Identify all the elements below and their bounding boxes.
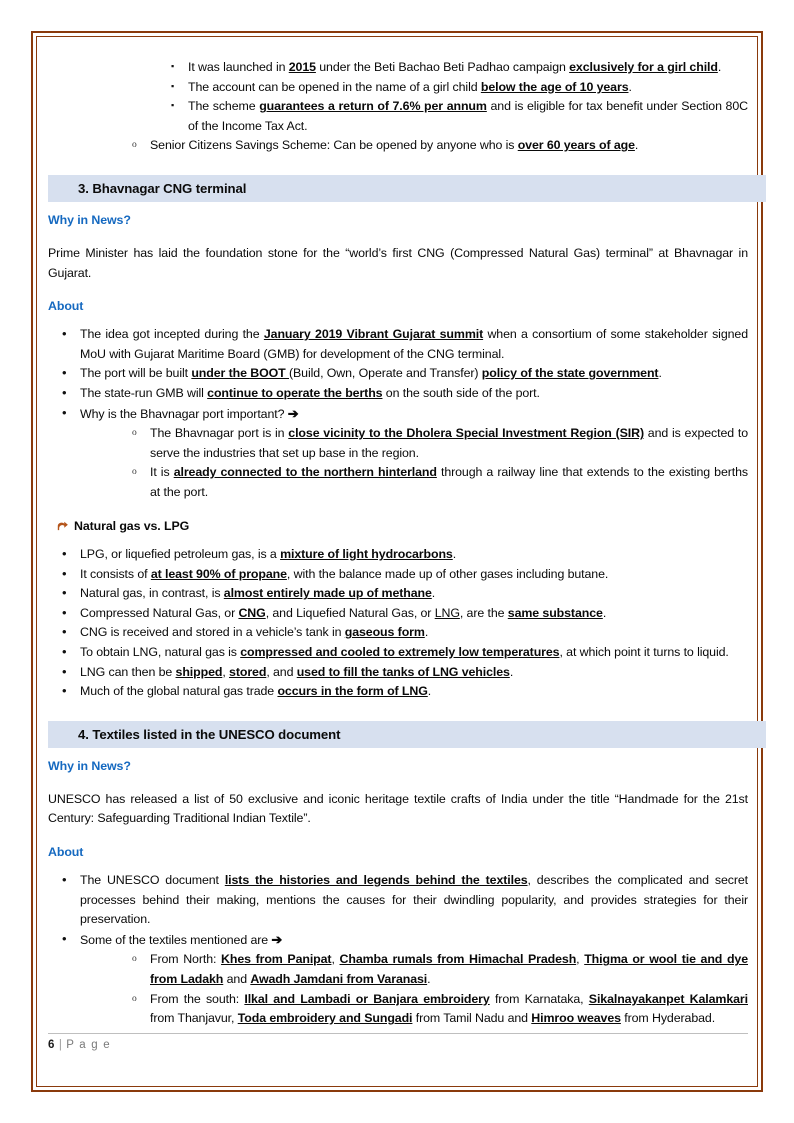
- spacer: [48, 156, 748, 175]
- senior-citizens-list: [114, 136, 748, 156]
- footer-separator: |: [58, 1039, 62, 1051]
- footer-divider: [48, 1033, 748, 1034]
- list-item: • Compressed Natural Gas, or CNG, and Liquefied Natural Gas, or LNG, are the same substance.: [48, 604, 748, 624]
- list-item: • It consists of at least 90% of propane, with the balance made up of other gases including butane.: [48, 565, 748, 585]
- top-square-bullet-list: [152, 58, 748, 136]
- list-item: o From the south: Ilkal and Lambadi or Banjara embroidery from Karnataka, Sikalnayakanpet Kalamkari from Thanjavur, Toda embroidery and Sungadi from Tamil Nadu and Himroo weaves from Hyderabad.: [114, 990, 748, 1029]
- right-arrow-icon: ➔: [287, 405, 299, 421]
- natural-gas-vs-lpg-callout-title: Natural gas vs. LPG: [74, 518, 190, 533]
- section-3-why-in-news-text: Prime Minister has laid the foundation stone for the “world’s first CNG (Compressed Natural Gas) terminal” at Bhavnagar in Gujarat.: [48, 245, 748, 280]
- footer-page-indicator: [48, 1039, 748, 1051]
- spacer: [48, 748, 748, 757]
- spacer: [48, 536, 748, 545]
- textile-sub-bullets-wrapper: [48, 950, 748, 1028]
- list-item: • Some of the textiles mentioned are ➔: [48, 930, 748, 951]
- page-content: [48, 58, 748, 1058]
- section-3-port-sub-list: [114, 424, 748, 502]
- list-item: • CNG is received and stored in a vehicle’s tank in gaseous form.: [48, 623, 748, 643]
- page-footer: [48, 1033, 748, 1051]
- spacer: [48, 862, 748, 871]
- section-4-header-bar: [48, 721, 766, 748]
- section-3-title: 3. Bhavnagar CNG terminal: [78, 180, 247, 196]
- list-item: ▪ The account can be opened in the name of a girl child below the age of 10 years.: [152, 78, 748, 98]
- list-item: o It is already connected to the northern hinterland through a railway line that extends to the existing berths at the port.: [114, 463, 748, 502]
- list-item: • The UNESCO document lists the histories and legends behind the textiles, describes the complicated and secret processes behind their making, mentions the causes for their dwindling popularity, and provides strategies for their preservation.: [48, 871, 748, 930]
- pointing-hand-icon: [56, 520, 69, 533]
- list-item: • Natural gas, in contrast, is almost entirely made up of methane.: [48, 584, 748, 604]
- natural-gas-vs-lpg-callout-heading: [48, 517, 748, 537]
- list-item: • The port will be built under the BOOT (Build, Own, Operate and Transfer) policy of the state government.: [48, 364, 748, 384]
- list-item: • The state-run GMB will continue to operate the berths on the south side of the port.: [48, 384, 748, 404]
- senior-citizens-wrapper: [48, 136, 748, 156]
- footer-page-label: P a g e: [66, 1039, 111, 1051]
- list-item: o From North: Khes from Panipat, Chamba rumals from Himachal Pradesh, Thigma or wool tie and dye from Ladakh and Awadh Jamdani from Varanasi.: [114, 950, 748, 989]
- spacer: [48, 503, 748, 517]
- spacer: [48, 316, 748, 325]
- list-item: • LNG can then be shipped, stored, and used to fill the tanks of LNG vehicles.: [48, 663, 748, 683]
- list-item: • To obtain LNG, natural gas is compressed and cooled to extremely low temperatures, at which point it turns to liquid.: [48, 643, 748, 663]
- list-item: • LPG, or liquefied petroleum gas, is a mixture of light hydrocarbons.: [48, 545, 748, 565]
- spacer: [48, 829, 748, 843]
- spacer: [48, 230, 748, 244]
- section-3-about-label: About: [48, 299, 84, 314]
- list-item: o Senior Citizens Savings Scheme: Can be opened by anyone who is over 60 years of age.: [114, 136, 748, 156]
- section-3-why-in-news-label: Why in News?: [48, 212, 131, 227]
- port-sub-bullets-wrapper: [48, 424, 748, 502]
- right-arrow-icon: ➔: [271, 931, 283, 947]
- list-item: o The Bhavnagar port is in close vicinity to the Dholera Special Investment Region (SIR) and is expected to serve the industries that set up base in the region.: [114, 424, 748, 463]
- list-item: ▪ It was launched in 2015 under the Beti Bachao Beti Padhao campaign exclusively for a girl child.: [152, 58, 748, 78]
- section-3-header-bar: [48, 175, 766, 202]
- list-item: • The idea got incepted during the January 2019 Vibrant Gujarat summit when a consortium of some stakeholder signed MoU with Gujarat Maritime Board (GMB) for development of the CNG terminal.: [48, 325, 748, 364]
- section-4-why-in-news-text: UNESCO has released a list of 50 exclusive and iconic heritage textile crafts of India under the title “Handmade for the 21st Century: Safeguarding Traditional Indian Textile”.: [48, 791, 748, 826]
- list-item: ▪ The scheme guarantees a return of 7.6% per annum and is eligible for tax benefit under Section 80C of the Income Tax Act.: [152, 97, 748, 136]
- section-4-about-label: About: [48, 845, 84, 860]
- sukanya-scheme-list-wrapper: [48, 58, 748, 136]
- section-4-textile-sub-list: [114, 950, 748, 1028]
- section-4-title: 4. Textiles listed in the UNESCO document: [78, 726, 341, 742]
- section-4-about-list: [48, 871, 748, 950]
- list-item: • Why is the Bhavnagar port important? ➔: [48, 404, 748, 425]
- spacer: [48, 283, 748, 297]
- list-item: • Much of the global natural gas trade occurs in the form of LNG.: [48, 682, 748, 702]
- spacer: [48, 776, 748, 790]
- spacer: [48, 202, 748, 211]
- section-3-callout-list: [48, 545, 748, 702]
- spacer: [48, 702, 748, 721]
- footer-page-number: 6: [48, 1039, 55, 1051]
- section-4-why-in-news-label: Why in News?: [48, 758, 131, 773]
- section-3-about-list: [48, 325, 748, 424]
